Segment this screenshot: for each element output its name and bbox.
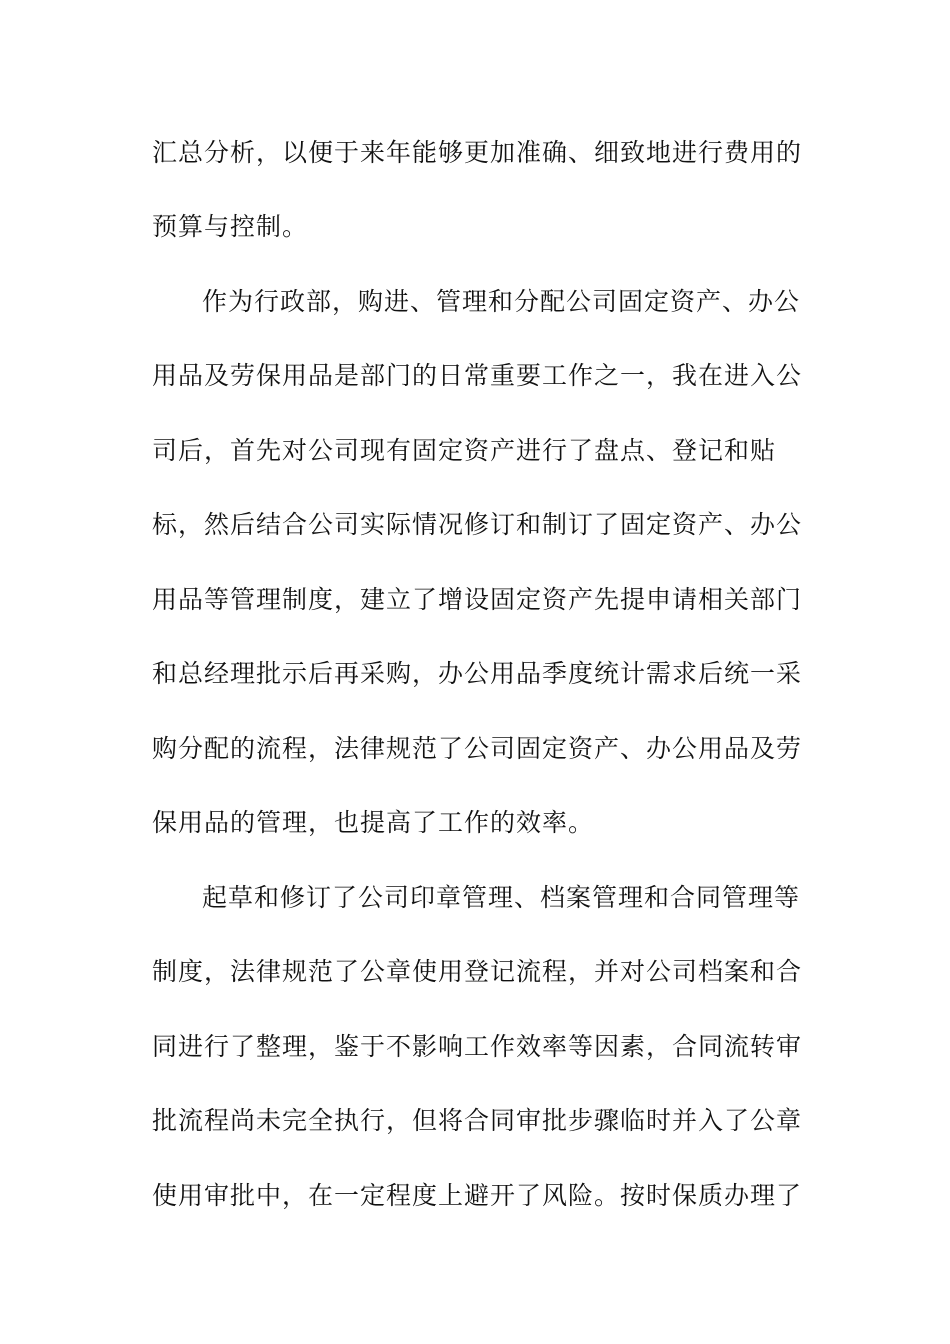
- text-line: 批流程尚未完全执行，但将合同审批步骤临时并入了公章: [152, 1106, 803, 1135]
- text-line: 汇总分析，以便于来年能够更加准确、细致地进行费用的: [152, 138, 803, 167]
- text-line: 用品及劳保用品是部门的日常重要工作之一，我在进入公: [152, 361, 803, 390]
- text-line: 预算与控制。: [152, 212, 309, 241]
- text-line: 标，然后结合公司实际情况修订和制订了固定资产、办公: [152, 510, 803, 539]
- text-line: 用品等管理制度，建立了增设固定资产先提申请相关部门: [152, 585, 803, 614]
- text-line: 保用品的管理，也提高了工作的效率。: [152, 808, 595, 837]
- text-line: 和总经理批示后再采购，办公用品季度统计需求后统一采: [152, 659, 803, 688]
- text-line: 司后，首先对公司现有固定资产进行了盘点、登记和贴: [152, 436, 777, 465]
- text-line: 使用审批中，在一定程度上避开了风险。按时保质办理了: [152, 1181, 803, 1210]
- paragraph-start-line: 起草和修订了公司印章管理、档案管理和合同管理等: [202, 883, 801, 912]
- text-line: 同进行了整理，鉴于不影响工作效率等因素，合同流转审: [152, 1032, 803, 1061]
- paragraph-start-line: 作为行政部，购进、管理和分配公司固定资产、办公: [202, 287, 801, 316]
- text-line: 购分配的流程，法律规范了公司固定资产、办公用品及劳: [152, 734, 803, 763]
- text-line: 制度，法律规范了公章使用登记流程，并对公司档案和合: [152, 957, 803, 986]
